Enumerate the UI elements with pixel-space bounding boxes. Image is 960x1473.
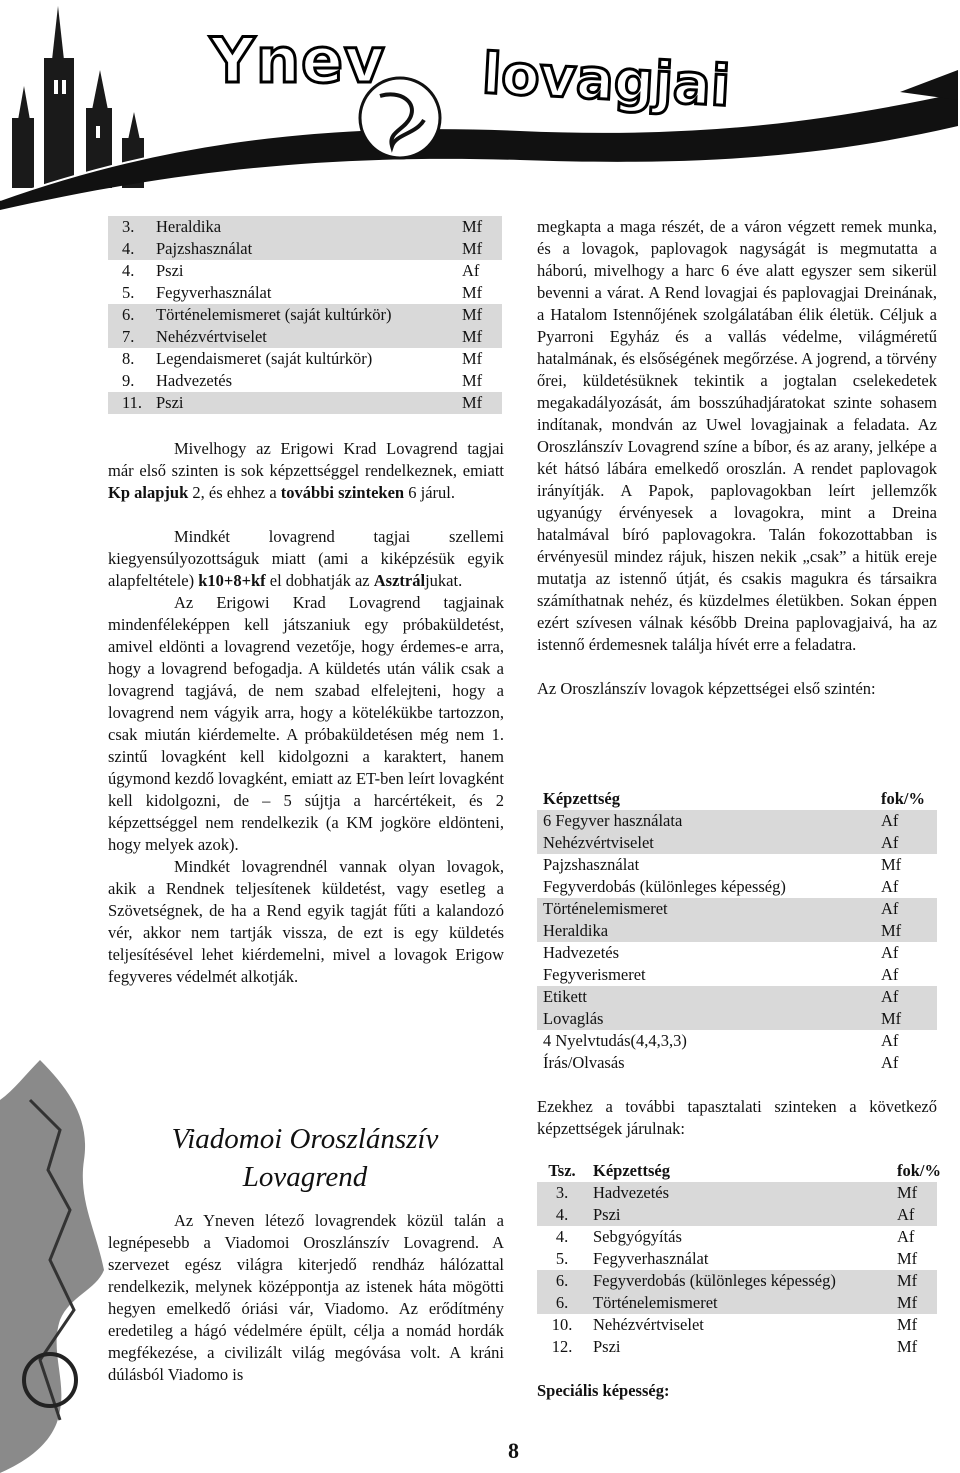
page-number: 8 — [508, 1438, 519, 1463]
skill-level: Af — [881, 1053, 899, 1072]
top-skills-list — [108, 216, 502, 414]
mission-paragraph: Mindkét lovagrendnél vannak olyan lovagok, akik a Rendnek teljesítenek küldetést, vagy esetleg a Szövetségnek, de ha a Rend egyik tagját fűti a kalandozó vér, akkor nem tartják vissza, de ezt is egy küldetés teljesítésével lehet kiérdemelni, mivel a lovagok Erigow fegyveres védelmét alkotják. — [108, 857, 504, 986]
kp-text-b: Kp alapjuk — [108, 483, 189, 502]
skill-row — [108, 216, 502, 238]
skill-level: Mf — [462, 327, 483, 346]
skill-name: Heraldika — [156, 217, 222, 236]
table-row — [537, 1052, 937, 1074]
oroszlanszív-description: megkapta a maga részét, de a váron végzett remek munka, és a lovagok, paplovagok nagyságát is megmutatta a háború, mivelhogy a harc 6 éve alatt egyszer sem sikerül bevenni a várat. A Rend lovagjai és paplovagjai Dreinának, a Hatalom Istennőjének szolgálatában élik életük. Céljuk a Pyarroni Egyház és a vallás védelme, világméretű hatalmának, és elsőségének megőrzése. A jogrend, a törvény őrei, küldetésüknek tekintik a jogtalan cselekedetek megakadályozását, ám bosszúhadjáratokat szinte sohasem indítanak, mondván az Uwel lovagjainak a feladata. Az Oroszlánszív Lovagrend színe a bíbor, és az arany, jelképe a két hátsó lábára emelkedő oroszlán. A rendet paplovagok irányítják. A Papok, paplovagokban leírt jellemzők ugyanúgy érvényesek a lovagokra, mint a Dreina hatalmával bíró paplovagokra. Talán fokozottabban is érvényesül mindez rájuk, hiszen nekik „csak” a hitük ereje mutatja az istennő útját, és csakis magukra és társaikra számíthatnak nehéz, és küzdelmes életükben. Sokan éppen ezért szívesen válnak később Dreina paplovagjaivá, ha az istennő érdemesnek találja hívét erre a feladatra. — [537, 217, 937, 654]
skill-level: Mf — [897, 1249, 918, 1268]
kp-text-c: 2, és ehhez a — [188, 483, 281, 502]
special-ability-heading: Speciális képesség: — [537, 1381, 670, 1400]
skill-level: Mf — [897, 1293, 918, 1312]
order-title-line2: Lovagrend — [242, 1161, 368, 1193]
skill-level: Mf — [462, 283, 483, 302]
kp-paragraph — [108, 438, 504, 504]
astral-paragraph — [108, 526, 504, 592]
trial-mission-paragraph: Az Erigowi Krad Lovagrend tagjainak mindenféleképpen kell játszaniuk egy próbaküldetést, amivel eldönti a lovagrend vezetője, hogy érdemes-e arra, hogy a lovagrend befogadja. A küldetés után válik csak a lovagrend tagjává, de nem szabad elfelejteni, hogy a lovagrend nem vágyik arra, hogy a kötelékükbe tartozzon, csak miután kiérdemelte. A próbaküldetésen még nem 1. szintű lovagként kell kidolgozni a karaktert, hanem úgymond kezdő lovagként, emiatt az ET-ben leírt lovagként kell kidolgozni, de – 5 sújtja a harcértékeit, és 2 képzettséggel nem rendelkezik (a KM jogköre eldönteni, hogy melyek azok). — [108, 593, 504, 854]
level-number: 4. — [555, 1205, 569, 1224]
skill-row — [108, 282, 502, 304]
level-number: 5. — [555, 1249, 569, 1268]
level-number: 3. — [555, 1183, 569, 1202]
skill-number: 4. — [122, 239, 135, 258]
first-level-skills-caption: Az Oroszlánszív lovagok képzettségei első szintén: — [537, 679, 876, 698]
skill-level: Af — [881, 965, 899, 984]
skill-name: Fegyverdobás (különleges képesség) — [543, 877, 786, 896]
order-intro-text — [108, 1210, 504, 1386]
skill-name: Hadvezetés — [543, 943, 620, 962]
skill-level: Af — [881, 877, 899, 896]
skill-number: 9. — [122, 371, 135, 390]
header-level-number: Tsz. — [548, 1161, 576, 1180]
level-number: 6. — [555, 1271, 569, 1290]
astral-text-b: k10+8+kf — [198, 571, 266, 590]
further-levels-caption: Ezekhez a további tapasztalati szinteken a következő képzettségek járulnak: — [537, 1097, 937, 1138]
skill-level: Mf — [881, 1009, 902, 1028]
skill-number: 4. — [122, 261, 135, 280]
skill-name: Pszi — [156, 261, 184, 280]
skill-level: Af — [881, 943, 899, 962]
first-level-skills-table — [537, 788, 937, 1074]
skill-name: Történelemismeret (saját kultúrkör) — [156, 305, 392, 324]
table-row — [537, 1292, 937, 1314]
skill-level: Mf — [897, 1183, 918, 1202]
level-number: 10. — [551, 1315, 573, 1334]
level-number: 4. — [555, 1227, 569, 1246]
table-row — [537, 920, 937, 942]
special-ability-block — [537, 1380, 937, 1402]
skill-level: Mf — [881, 921, 902, 940]
skill-level: Mf — [881, 855, 902, 874]
skill-level: Mf — [462, 305, 483, 324]
further-levels-caption-block — [537, 1096, 937, 1140]
astral-text-d: Asztrál — [373, 571, 426, 590]
header-title-lovagjai: lovagjai — [480, 41, 732, 120]
skill-level: Af — [897, 1227, 915, 1246]
skill-name: Fegyverismeret — [543, 965, 646, 984]
table-row — [537, 986, 937, 1008]
skill-row — [108, 238, 502, 260]
skill-number: 11. — [122, 393, 143, 412]
table-row — [537, 964, 937, 986]
table-row — [537, 854, 937, 876]
table-header — [537, 1160, 942, 1182]
skill-level: Mf — [897, 1271, 918, 1290]
level-number: 6. — [555, 1293, 569, 1312]
page-header — [0, 0, 960, 210]
table-row — [537, 1008, 937, 1030]
skill-name: Hadvezetés — [156, 371, 233, 390]
header-level: fok/% — [897, 1161, 942, 1180]
table-row — [537, 1182, 937, 1204]
header-title-ynev: Ynev — [210, 24, 386, 97]
skill-name: 6 Fegyver használata — [543, 811, 683, 830]
skill-level: Mf — [462, 371, 483, 390]
header-skill: Képzettség — [593, 1161, 670, 1180]
right-column-text — [537, 216, 937, 700]
skill-level: Af — [462, 261, 480, 280]
skill-number: 8. — [122, 349, 135, 368]
skill-name: Fegyverhasználat — [156, 283, 272, 302]
kp-text-a: Mivelhogy az Erigowi Krad Lovagrend tagjai már első szinten is sok képzettséggel rendelkeznek, emiatt — [108, 439, 504, 480]
skill-level: Af — [881, 833, 899, 852]
table-row — [537, 1030, 937, 1052]
skill-row — [108, 326, 502, 348]
skill-row — [108, 370, 502, 392]
skill-level: Mf — [462, 349, 483, 368]
skill-name: Etikett — [543, 987, 587, 1006]
skill-name: Nehézvértviselet — [156, 327, 267, 346]
skill-name: Fegyverhasználat — [593, 1249, 709, 1268]
skill-number: 5. — [122, 283, 135, 302]
table-row — [537, 898, 937, 920]
skill-name: Pszi — [593, 1337, 621, 1356]
skill-level: Mf — [462, 217, 483, 236]
skill-name: Történelemismeret — [593, 1293, 718, 1312]
table-row — [537, 810, 937, 832]
order-title-line1: Viadomoi Oroszlánszív — [171, 1123, 439, 1155]
skill-row — [108, 304, 502, 326]
skill-level: Af — [881, 1031, 899, 1050]
header-skill: Képzettség — [543, 789, 620, 808]
skill-number: 6. — [122, 305, 135, 324]
skill-level: Af — [881, 899, 899, 918]
skill-name: Fegyverdobás (különleges képesség) — [593, 1271, 836, 1290]
table-row — [537, 1204, 937, 1226]
side-knight-artwork — [0, 1060, 110, 1473]
table-row — [537, 1314, 937, 1336]
skill-name: Pszi — [593, 1205, 621, 1224]
level-number: 12. — [551, 1337, 573, 1356]
skill-level: Mf — [462, 393, 483, 412]
table-header — [537, 788, 937, 810]
table-row — [537, 942, 937, 964]
skill-name: Történelemismeret — [543, 899, 668, 918]
skill-name: Pajzshasználat — [156, 239, 253, 258]
skill-name: Legendaismeret (saját kultúrkör) — [156, 349, 373, 368]
table-row — [537, 832, 937, 854]
table-row — [537, 1270, 937, 1292]
astral-text-a: Mindkét lovagrend tagjai szellemi kiegyensúlyozottságuk miatt (ami a kiképzésük egyik alapfeltétele) — [108, 527, 504, 590]
skill-row — [108, 392, 502, 414]
skill-name: Pajzshasználat — [543, 855, 640, 874]
skill-name: Hadvezetés — [593, 1183, 670, 1202]
skill-name: Heraldika — [543, 921, 609, 940]
table-row — [537, 876, 937, 898]
skill-number: 7. — [122, 327, 135, 346]
skill-name: Nehézvértviselet — [593, 1315, 704, 1334]
skill-level: Mf — [462, 239, 483, 258]
skill-level: Mf — [897, 1337, 918, 1356]
skill-level: Af — [881, 811, 899, 830]
skill-name: Írás/Olvasás — [543, 1053, 625, 1072]
skill-level: Af — [881, 987, 899, 1006]
skill-number: 3. — [122, 217, 135, 236]
table-row — [537, 1336, 937, 1358]
skill-level: Mf — [897, 1315, 918, 1334]
skill-name: 4 Nyelvtudás(4,4,3,3) — [543, 1031, 687, 1050]
skill-row — [108, 348, 502, 370]
table-row — [537, 1248, 937, 1270]
left-column-text — [108, 438, 504, 988]
skill-name: Nehézvértviselet — [543, 833, 654, 852]
header-level: fok/% — [881, 789, 926, 808]
order-intro-paragraph: Az Yneven létező lovagrendek közül talán a legnépesebb a Viadomoi Oroszlánszív Lovagrend. A szervezet egész világra kiterjedő rendház hálózattal rendelkezik, melynek középpontja az istenek háta mögötti hegyen emelkedő óriási vár, Viadomo. Az erődítmény eredetileg a hágó védelmére épült, célja a nomád hordák megfékezése, a civilizált világ megóvása volt. A kráni dúlásból Viadomo is — [108, 1211, 504, 1384]
skill-level: Af — [897, 1205, 915, 1224]
further-levels-skills-table — [537, 1160, 942, 1358]
table-row — [537, 1226, 937, 1248]
skill-name: Sebgyógyítás — [593, 1227, 682, 1246]
astral-text-e: jukat. — [425, 571, 463, 590]
order-section-title — [120, 1120, 490, 1196]
astral-text-c: el dobhatják az — [265, 571, 374, 590]
kp-text-d: további szinteken — [280, 483, 405, 502]
skill-name: Lovaglás — [543, 1009, 604, 1028]
skill-row — [108, 260, 502, 282]
skill-name: Pszi — [156, 393, 184, 412]
kp-text-e: 6 járul. — [404, 483, 455, 502]
